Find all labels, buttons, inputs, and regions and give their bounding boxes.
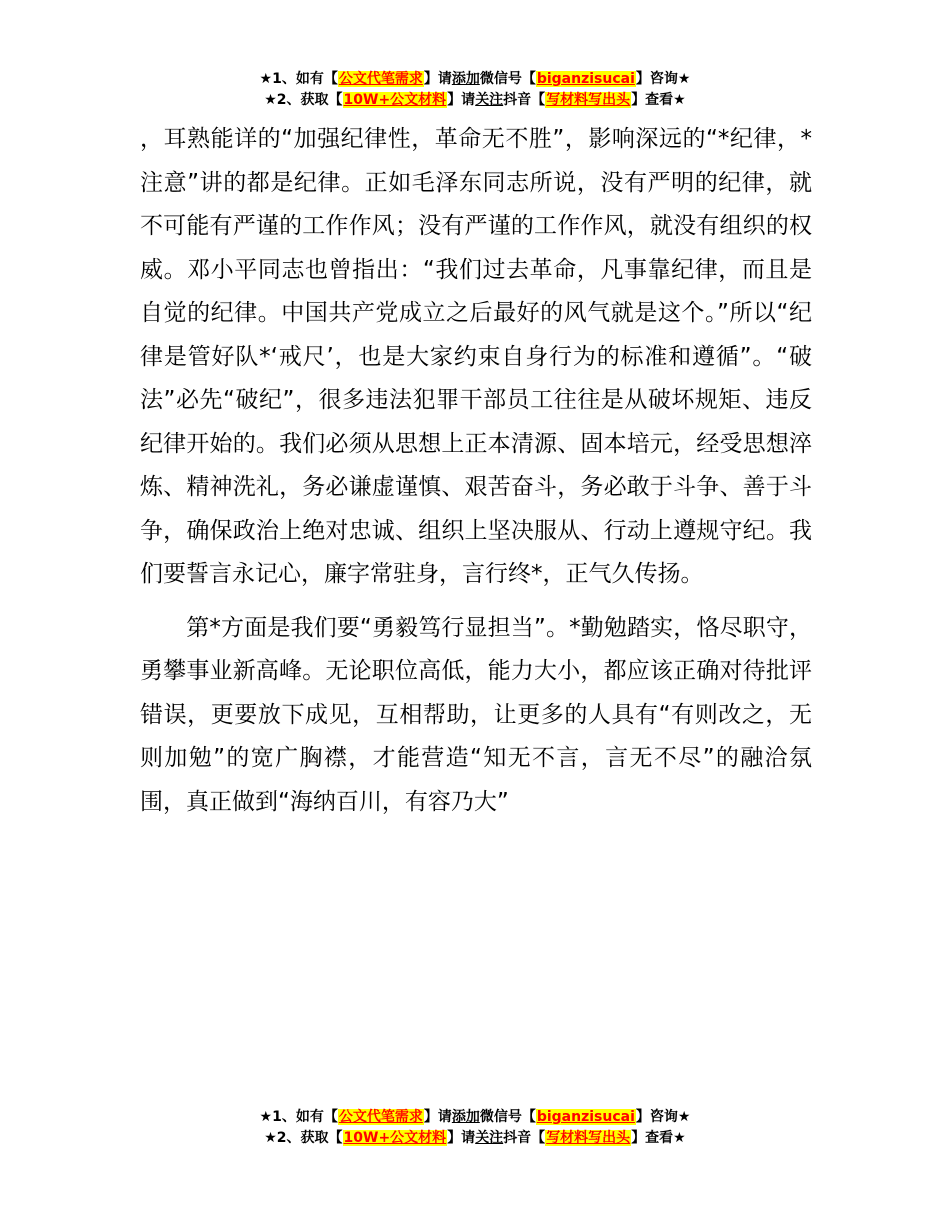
banner-text: 】查看★: [631, 92, 686, 108]
banner-text: 】请: [423, 1109, 452, 1125]
banner-text: 微信号【: [479, 71, 536, 87]
banner-text: 抖音【: [503, 92, 546, 108]
banner-text: 】请: [447, 92, 476, 108]
banner-line-2: [0, 90, 950, 111]
underlined-follow: 关注: [475, 1130, 504, 1146]
banner-text: 】请: [447, 1130, 476, 1146]
banner-text: 】查看★: [631, 1130, 686, 1146]
paragraph-responsibility: 第*方面是我们要“勇毅笃行显担当”。*勤勉踏实，恪尽职守，勇攀事业新高峰。无论职位高低，能力大小，都应该正确对待批评错误，更要放下成见，互相帮助，让更多的人具有“有则改之，无则加勉”的宽广胸襟，才能营造“知无不言，言无不尽”的融洽氛围，真正做到“海纳百川，有容乃大”: [140, 614, 812, 815]
banner-text: 】请: [423, 71, 452, 87]
highlight-wechat-id: biganzisucai: [536, 1109, 635, 1125]
underlined-follow: 关注: [475, 92, 504, 108]
banner-line-1: [0, 69, 950, 90]
underlined-add: 添加: [451, 71, 480, 87]
banner-text: ★2、获取【: [264, 92, 343, 108]
banner-text: 】咨询★: [635, 71, 691, 87]
highlight-service: 公文代笔需求: [338, 71, 423, 87]
banner-text: ★1、如有【: [259, 71, 338, 87]
footer-banner: [0, 1107, 950, 1149]
banner-line-2: [0, 1128, 950, 1149]
highlight-materials: 10W+公文材料: [343, 1130, 447, 1146]
document-body: [140, 118, 812, 824]
highlight-wechat-id: biganzisucai: [536, 71, 635, 87]
banner-text: 抖音【: [503, 1130, 546, 1146]
highlight-materials: 10W+公文材料: [343, 92, 447, 108]
highlight-service: 公文代笔需求: [338, 1109, 423, 1125]
banner-text: ★2、获取【: [264, 1130, 343, 1146]
banner-text: 】咨询★: [635, 1109, 691, 1125]
header-banner: [0, 69, 950, 111]
banner-line-1: [0, 1107, 950, 1128]
banner-text: 微信号【: [479, 1109, 536, 1125]
banner-text: ★1、如有【: [259, 1109, 338, 1125]
underlined-add: 添加: [451, 1109, 480, 1125]
paragraph-discipline: ，耳熟能详的“加强纪律性，革命无不胜”，影响深远的“*纪律，*注意”讲的都是纪律。正如毛泽东同志所说，没有严明的纪律，就不可能有严谨的工作作风；没有严谨的工作作风，就没有组织的权威。邓小平同志也曾指出：“我们过去革命，凡事靠纪律，而且是自觉的纪律。中国共产党成立之后最好的风气就是这个。”所以“纪律是管好队*‘戒尺’，也是大家约束自身行为的标准和遵循”。“破法”必先“破纪”，很多违法犯罪干部员工往往是从破坏规矩、违反纪律开始的。我们必须从思想上正本清源、固本培元，经受思想淬炼、精神洗礼，务必谦虚谨慎、艰苦奋斗，务必敢于斗争、善于斗争，确保政治上绝对忠诚、组织上坚决服从、行动上遵规守纪。我们要誓言永记心，廉字常驻身，言行终*，正气久传扬。: [140, 126, 812, 587]
highlight-douyin-account: 写材料写出头: [546, 1130, 631, 1146]
highlight-douyin-account: 写材料写出头: [546, 92, 631, 108]
